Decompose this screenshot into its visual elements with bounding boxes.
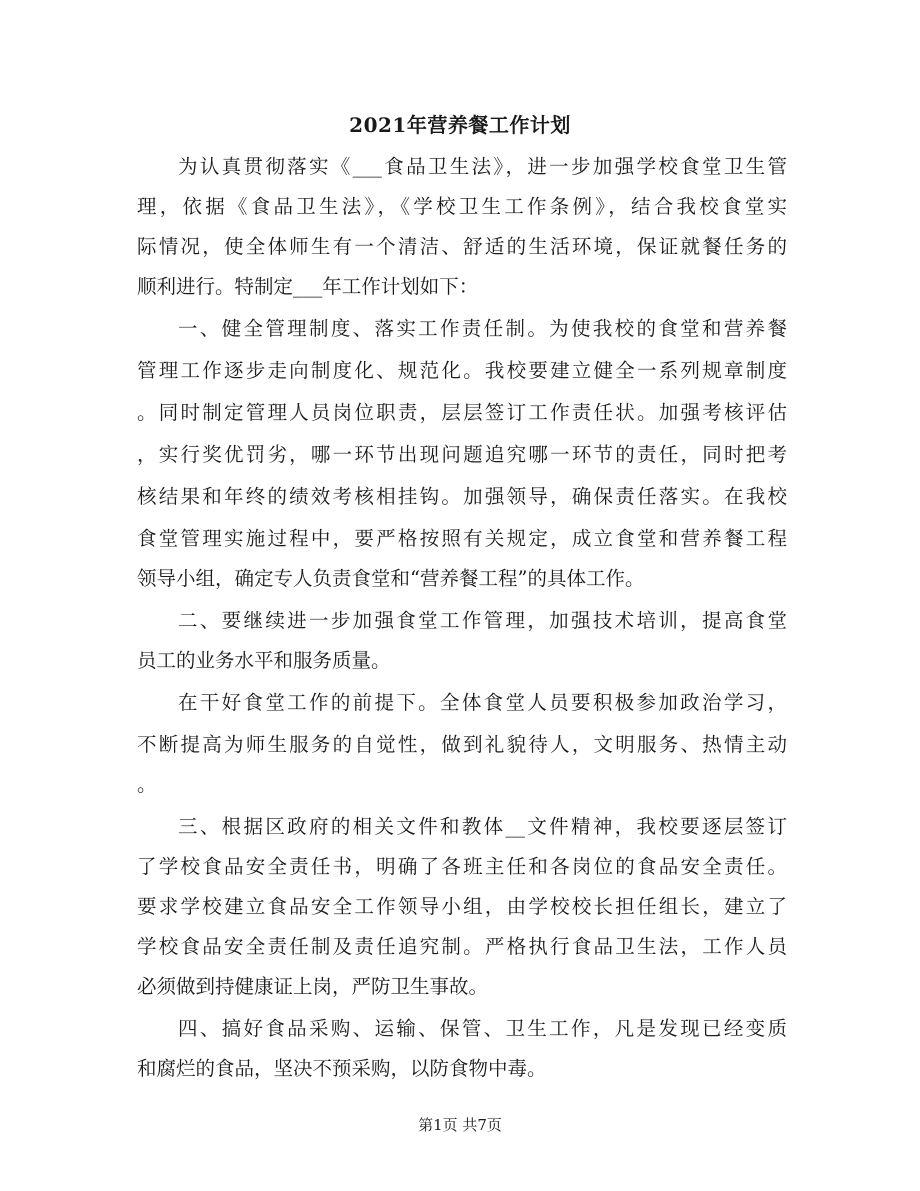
paragraph-2-line-3: 。同时制定管理人员岗位职责，层层签订工作责任状。加强考核评估 [137,401,787,424]
paragraph-1-line-1: 为认真贯彻落实《___食品卫生法》，进一步加强学校食堂卫生管 [178,155,787,178]
paragraph-5-line-5: 必须做到持健康证上岗，严防卫生事故。 [137,975,489,998]
paragraph-2-line-2: 管理工作逐步走向制度化、规范化。我校要建立健全一系列规章制度 [137,359,787,382]
paragraph-5-line-1: 三、根据区政府的相关文件和教体__文件精神，我校要逐层签订 [178,815,787,838]
paragraph-3-line-2: 员工的业务水平和服务质量。 [137,649,391,672]
paragraph-2-line-5: 核结果和年终的绩效考核相挂钩。加强领导，确保责任落实。在我校 [137,485,787,508]
paragraph-6-line-1: 四、搞好食品采购、运输、保管、卫生工作，凡是发现已经变质 [178,1017,787,1040]
paragraph-2-line-4: ，实行奖优罚劣，哪一环节出现问题追究哪一环节的责任，同时把考 [137,443,787,466]
paragraph-1-line-4: 顺利进行。特制定___年工作计划如下： [137,275,479,298]
paragraph-4-line-1: 在干好食堂工作的前提下。全体食堂人员要积极参加政治学习， [178,691,787,714]
paragraph-1-line-2: 理，依据《食品卫生法》，《学校卫生工作条例》，结合我校食堂实 [137,195,787,218]
paragraph-4-line-3: 。 [137,773,157,796]
paragraph-5-line-4: 学校食品安全责任制及责任追究制。严格执行食品卫生法，工作人员 [137,935,787,958]
paragraph-5-line-3: 要求学校建立食品安全工作领导小组，由学校校长担任组长，建立了 [137,895,787,918]
document-title: 2021年营养餐工作计划 [349,113,571,137]
paragraph-2-line-7: 领导小组，确定专人负责食堂和“营养餐工程”的具体工作。 [137,567,645,590]
page-footer: 第1页 共7页 [418,1116,502,1134]
paragraph-2-line-1: 一、健全管理制度、落实工作责任制。为使我校的食堂和营养餐 [178,317,787,340]
paragraph-4-line-2: 不断提高为师生服务的自觉性，做到礼貌待人，文明服务、热情主动 [137,733,787,756]
paragraph-5-line-2: 了学校食品安全责任书，明确了各班主任和各岗位的食品安全责任。 [137,855,787,878]
paragraph-1-line-3: 际情况，使全体师生有一个清洁、舒适的生活环境，保证就餐任务的 [137,235,787,258]
paragraph-3-line-1: 二、要继续进一步加强食堂工作管理，加强技术培训，提高食堂 [178,609,787,632]
paragraph-2-line-6: 食堂管理实施过程中，要严格按照有关规定，成立食堂和营养餐工程 [137,527,787,550]
paragraph-6-line-2: 和腐烂的食品，坚决不预采购，以防食物中毒。 [137,1057,547,1080]
